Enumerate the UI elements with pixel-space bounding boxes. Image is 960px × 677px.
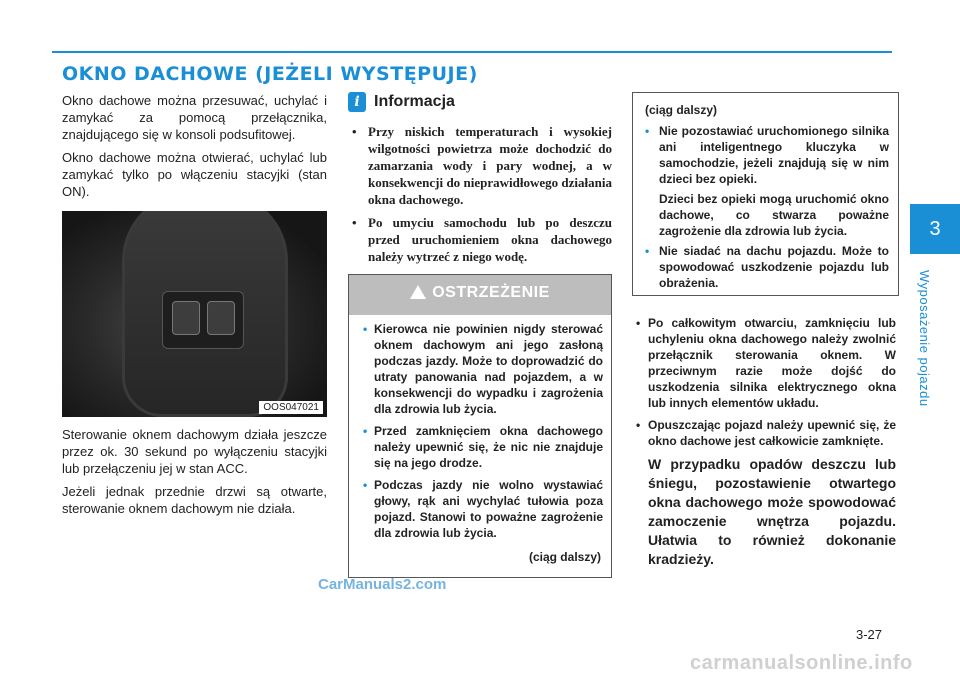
list-item (634, 417, 896, 569)
warning-title-text: OSTRZEŻENIE (432, 284, 550, 301)
intro-text (62, 92, 327, 206)
chapter-label: Wyposażenie pojazdu (917, 270, 932, 407)
section-title: OKNO DACHOWE (JEŻELI WYSTĘPUJE) (62, 63, 478, 85)
tilt-switch-icon (172, 301, 200, 335)
list-item-extra: Dzieci bez opieki mogą uruchomić okno dachowe, co stwarza poważne zagrożenie dla zdrowia lub życia. (659, 192, 889, 238)
chapter-tab[interactable]: 3 (910, 204, 960, 254)
after-paragraph: Jeżeli jednak przednie drzwi są otwarte, sterowanie oknem dachowym nie działa. (62, 484, 327, 516)
list-item: • Po umyciu samochodu lub po deszczu przed uruchomieniem okna dachowego należy wytrzeć z niego wodę. (350, 214, 612, 265)
list-item: • Podczas jazdy nie wolno wystawiać głowy, rąk ani wychylać tułowia poza pojazd. Stanowi to poważne zagrożenie dla zdrowia lub życia. (363, 477, 603, 541)
intro-paragraph: Okno dachowe można otwierać, uchylać lub zamykać tylko po włączeniu stacyjki (stan ON). (62, 150, 327, 199)
intro-paragraph: Okno dachowe można przesuwać, uchylać i zamykać za pomocą przełącznika, znajdującego się w konsoli podsufitowej. (62, 93, 327, 142)
watermark-right[interactable]: carmanualsonline.info (690, 652, 913, 674)
continued-warning-box (632, 92, 899, 296)
list-item: • Przy niskich temperaturach i wysokiej wilgotności powietrza może dochodzić do zamarzania wody i pary wodnej, a w konsekwencji do nieprawidłowego działania okna dachowego. (350, 123, 612, 208)
warning-list (363, 321, 603, 547)
list-item (634, 315, 896, 411)
list-item-extra: W przypadku opadów deszczu lub śniegu, pozostawienie otwartego okna dachowego może spowodować zamoczenie wnętrza pojazdu. Ułatwia to również dokonanie kradzieży. (648, 456, 896, 567)
continued-note: (ciąg dalszy) (528, 550, 601, 564)
warning-box (348, 274, 612, 578)
top-rule (52, 51, 892, 53)
list-item (645, 243, 889, 291)
list-item-text: Po całkowitym otwarciu, zamknięciu lub uchyleniu okna dachowego należy zwolnić przełącznik sterowania oknem. W przeciwnym razie może dojść do uszkodzenia silnika elektrycznego okna lub innych elementów układu. (648, 316, 896, 410)
list-item-text: Opuszczając pojazd należy upewnić się, że okno dachowe jest całkowicie zamknięte. (648, 418, 896, 448)
list-item: • Przed zamknięciem okna dachowego należy upewnić się, że nic nie znajduje się na jego drodze. (363, 423, 603, 471)
slide-switch-icon (207, 301, 235, 335)
warning-triangle-icon (410, 285, 426, 299)
continued-list (645, 123, 889, 295)
page-number: 3-27 (856, 627, 883, 642)
info-icon: i (348, 92, 366, 112)
list-item-text: Nie siadać na dachu pojazdu. Może to spowodować uszkodzenie pojazdu lub obrażenia. (659, 244, 889, 290)
list-item (645, 123, 889, 239)
info-list (350, 123, 612, 271)
list-item-text: Nie pozostawiać uruchomionego silnika ani inteligentnego kluczyka w samochodzie, jeżeli znajdują się w nim dzieci bez opieki. (659, 124, 889, 186)
watermark-left[interactable]: CarManuals2.com (318, 576, 447, 593)
after-paragraph: Sterowanie oknem dachowym działa jeszcze przez ok. 30 sekund po wyłączeniu stacyjki lub przełączeniu jej w stan ACC. (62, 427, 327, 476)
after-text (62, 426, 327, 523)
list-item: • Kierowca nie powinien nigdy sterować oknem dachowym ani jego zasłoną podczas jazdy. Może to doprowadzić do utraty panowania nad pojazdem, a w konsekwencji do wypadku i zagrożenia dla zdrowia lub życia. (363, 321, 603, 417)
image-caption: OOS047021 (259, 401, 323, 414)
warning-title (349, 283, 611, 302)
info-title: Informacja (374, 93, 455, 110)
sunroof-switch-photo (62, 211, 327, 417)
continued-header: (ciąg dalszy) (645, 103, 718, 117)
caution-list (634, 315, 896, 575)
info-header (348, 92, 455, 112)
